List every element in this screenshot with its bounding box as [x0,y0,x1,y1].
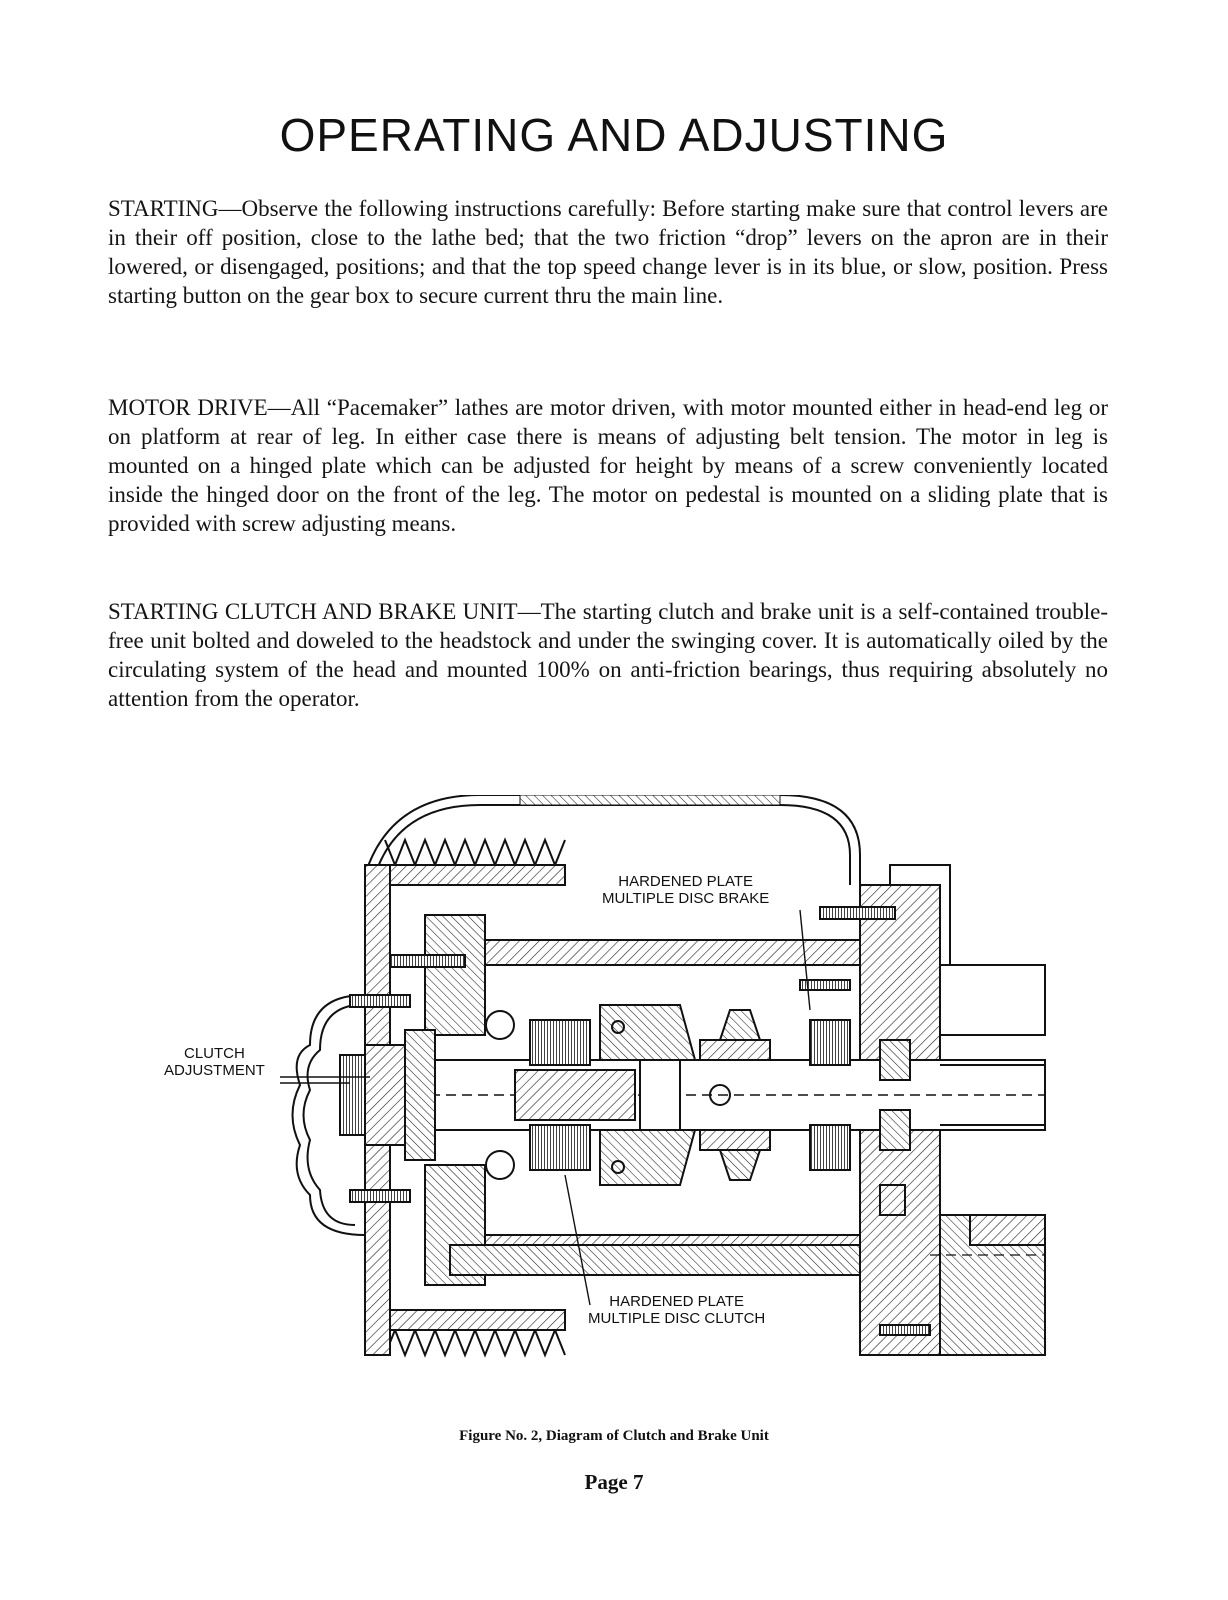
clutch-adjustment-line2: ADJUSTMENT [164,1062,265,1079]
section-heading: STARTING CLUTCH AND BRAKE UNIT [108,599,518,624]
section-starting [108,194,1108,310]
clutch-brake-diagram [160,795,1070,1385]
section-body: —All “Pacemaker” lathes are motor driven, with motor mounted either in head-end leg or on platform at rear of leg. In either case there is means of adjusting belt tension. The motor in leg is mounted on a hinged plate which can be adjusted for height by means of a screw conveniently located inside the hinged door on the front of the leg. The motor on pedestal is mounted on a sliding plate that is provided with screw adjusting means. [108,395,1108,536]
page-number: Page 7 [584,1470,644,1494]
brake-label [602,873,769,907]
clutch-adjustment-line1: CLUTCH [184,1045,245,1062]
brake-label-line1: HARDENED PLATE [618,873,754,890]
section-body: —The starting clutch and brake unit is a self-contained trouble-free unit bolted and doweled to the headstock and under the swinging cover. It is automatically oiled by the circulating system of the head and mounted 100% on anti-friction bearings, thus requiring absolutely no attention from the operator. [108,599,1109,711]
section-motor-drive [108,393,1108,538]
clutch-label-line2: MULTIPLE DISC CLUTCH [588,1310,766,1327]
page-title: OPERATING AND ADJUSTING [279,109,949,161]
brake-label-line2: MULTIPLE DISC BRAKE [602,890,770,907]
section-clutch-brake-unit [108,597,1108,713]
section-heading: STARTING [108,196,219,221]
section-body: —Observe the following instructions carefully: Before starting make sure that control levers are in their off position, close to the lathe bed; that the two friction “drop” levers on the apron are in their lowered, or disengaged, positions; and that the top speed change lever is in its blue, or slow, position. Press starting button on the gear box to secure current thru the main line. [108,196,1108,308]
clutch-label [588,1293,765,1327]
section-heading: MOTOR DRIVE [108,395,268,420]
clutch-label-line1: HARDENED PLATE [609,1293,744,1310]
clutch-adjustment-label [164,1045,265,1079]
figure-caption: Figure No. 2, Diagram of Clutch and Brake Unit [459,1428,769,1444]
